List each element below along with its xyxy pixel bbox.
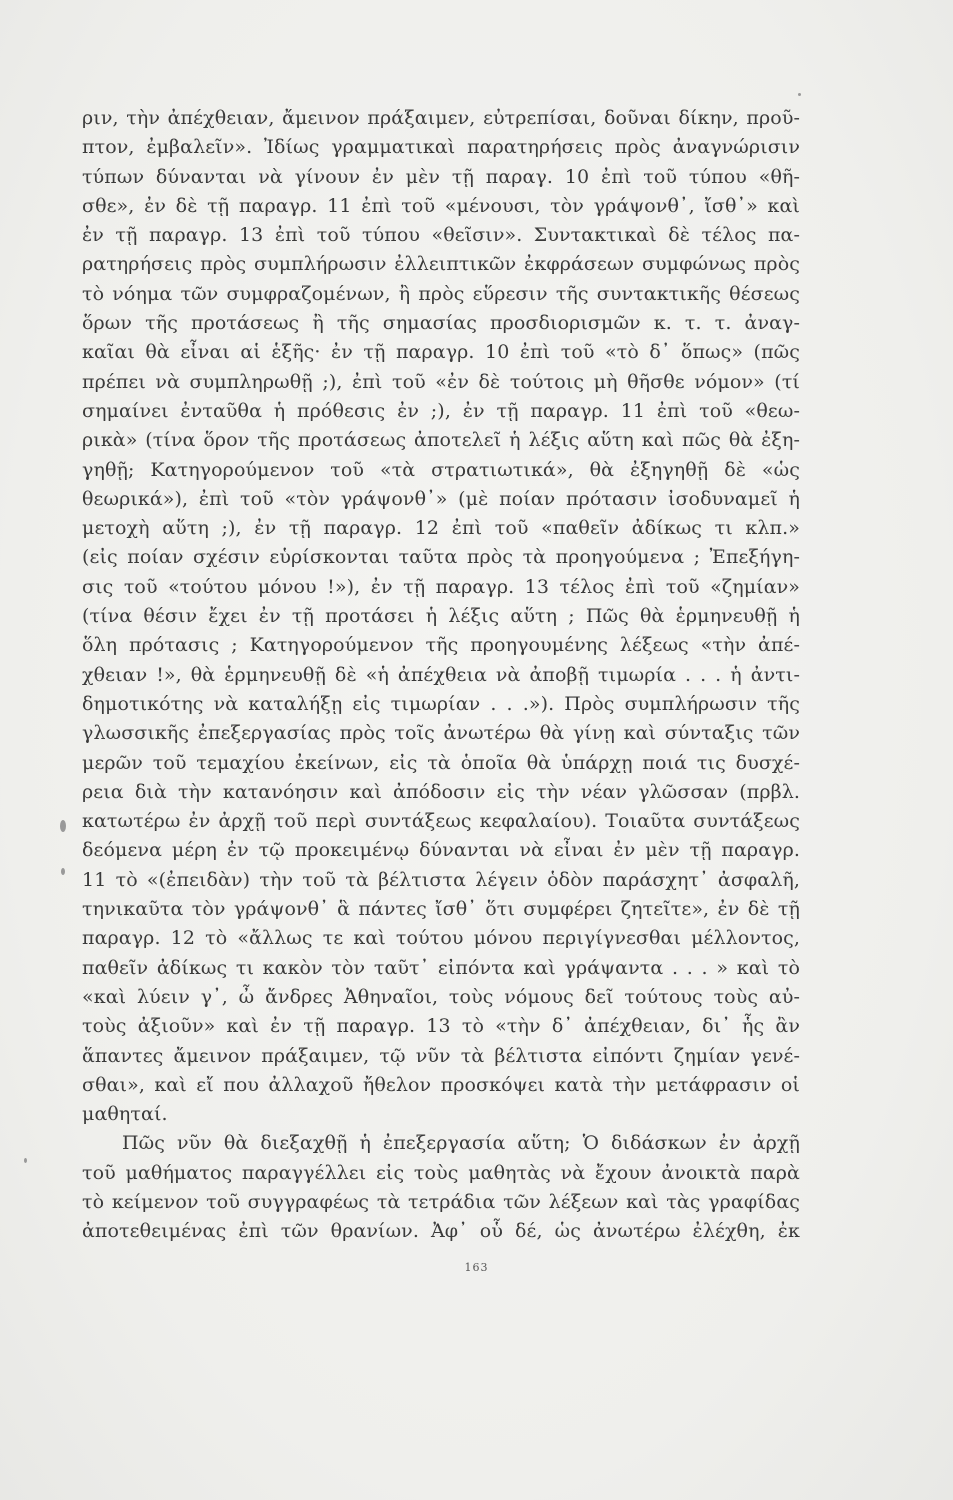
text-line: σις τοῦ «τούτου μόνου !»), ἐν τῇ παραγρ. 13 τέλος ἐπὶ τοῦ «ζημίαν»	[82, 575, 800, 598]
text-line: τηνικαῦτα τὸν γράψονθ᾽ ἃ πάντες ἴσθ᾽ ὅτι συμφέρει ζητεῖτε», ἐν δὲ τῇ	[82, 898, 800, 921]
text-line: γηθῇ; Κατηγορούμενον τοῦ «τὰ στρατιωτικά», θὰ ἐξηγηθῇ δὲ «ὡς	[82, 458, 800, 481]
text-line: χθειαν !», θὰ ἑρμηνευθῇ δὲ «ἡ ἀπέχθεια νὰ ἀποβῇ τιμωρία . . . ἡ ἀντι-	[82, 663, 800, 686]
scan-speck	[61, 868, 65, 875]
text-line: Πῶς νῦν θὰ διεξαχθῇ ἡ ἐπεξεργασία αὕτη; Ὁ διδάσκων ἐν ἀρχῇ	[122, 1132, 800, 1155]
text-line: σημαίνει ἐνταῦθα ἡ πρόθεσις ἐν ;), ἐν τῇ παραγρ. 11 ἐπὶ τοῦ «θεω-	[82, 399, 800, 422]
text-line: παραγρ. 12 τὸ «ἄλλως τε καὶ τούτου μόνου περιγίγνεσθαι μέλλοντος,	[82, 927, 800, 950]
text-line: ρικὰ» (τίνα ὅρον τῆς προτάσεως ἀποτελεῖ ἡ λέξις αὕτη καὶ πῶς θὰ ἐξη-	[82, 429, 800, 452]
text-line: τοῦ μαθήματος παραγγέλλει εἰς τοὺς μαθητὰς νὰ ἔχουν ἀνοικτὰ παρὰ	[82, 1161, 800, 1184]
text-line: τύπων δύνανται νὰ γίνουν ἐν μὲν τῇ παραγ. 10 ἐπὶ τοῦ τύπου «θῆ-	[82, 165, 800, 188]
text-line: μαθηταί.	[82, 1103, 168, 1126]
text-line: ἅπαντες ἄμεινον πράξαιμεν, τῷ νῦν τὰ βέλτιστα εἰπόντι ζημίαν γενέ-	[82, 1044, 800, 1067]
scan-speck	[24, 1158, 27, 1163]
text-line: κατωτέρω ἐν ἀρχῇ τοῦ περὶ συντάξεως κεφαλαίου). Τοιαῦτα συντάξεως	[82, 810, 800, 833]
text-line: πτον, ἐμβαλεῖν». Ἰδίως γραμματικαὶ παρατηρήσεις πρὸς ἀναγνώρισιν	[82, 136, 800, 159]
text-line: μετοχὴ αὕτη ;), ἐν τῇ παραγρ. 12 ἐπὶ τοῦ «παθεῖν ἀδίκως τι κλπ.»	[82, 517, 800, 540]
text-line: μερῶν τοῦ τεμαχίου ἐκείνων, εἰς τὰ ὁποῖα θὰ ὑπάρχῃ ποιά τις δυσχέ-	[82, 751, 800, 774]
text-line: δημοτικότης νὰ καταλήξῃ εἰς τιμωρίαν . . .»). Πρὸς συμπλήρωσιν τῆς	[82, 692, 800, 715]
text-line: ὅλη πρότασις ; Κατηγορούμενον τῆς προηγουμένης λέξεως «τὴν ἀπέ-	[82, 634, 800, 657]
scan-speck	[798, 93, 801, 96]
text-line: καῖαι θὰ εἶναι αἱ ἑξῆς· ἐν τῇ παραγρ. 10 ἐπὶ τοῦ «τὸ δ᾽ ὅπως» (πῶς	[82, 341, 800, 364]
text-line: ὅρων τῆς προτάσεως ἢ τῆς σημασίας προσδιορισμῶν κ. τ. τ. ἀναγ-	[82, 312, 800, 335]
text-line: θεωρικά»), ἐπὶ τοῦ «τὸν γράψονθ᾽» (μὲ ποίαν πρότασιν ἰσοδυναμεῖ ἡ	[82, 487, 800, 510]
text-line: δεόμενα μέρη ἐν τῷ προκειμένῳ δύνανται νὰ εἶναι ἐν μὲν τῇ παραγρ.	[82, 839, 800, 862]
text-line: ρατηρήσεις πρὸς συμπλήρωσιν ἐλλειπτικῶν ἐκφράσεων συμφώνως πρὸς	[82, 253, 800, 276]
text-line: (τίνα θέσιν ἔχει ἐν τῇ προτάσει ἡ λέξις αὕτη ; Πῶς θὰ ἑρμηνευθῇ ἡ	[82, 605, 800, 628]
text-line: τὸ κείμενον τοῦ συγγραφέως τὰ τετράδια τῶν λέξεων καὶ τὰς γραφίδας	[82, 1190, 800, 1213]
text-line: ἀποτεθειμένας ἐπὶ τῶν θρανίων. Ἀφ᾽ οὗ δέ, ὡς ἀνωτέρω ἐλέχθη, ἐκ	[82, 1220, 800, 1243]
text-line: τοὺς ἀξιοῦν» καὶ ἐν τῇ παραγρ. 13 τὸ «τὴν δ᾽ ἀπέχθειαν, δι᾽ ἧς ἂν	[82, 1015, 800, 1038]
scan-speck	[60, 820, 66, 832]
text-line: (εἰς ποίαν σχέσιν εὑρίσκονται ταῦτα πρὸς τὰ προηγούμενα ; Ἐπεξήγη-	[82, 546, 800, 569]
text-line: τὸ νόημα τῶν συμφραζομένων, ἢ πρὸς εὕρεσιν τῆς συντακτικῆς θέσεως	[82, 282, 800, 305]
page-number: 163	[464, 1260, 489, 1274]
text-line: σθαι», καὶ εἴ που ἀλλαχοῦ ἤθελον προσκόψει κατὰ τὴν μετάφρασιν οἱ	[82, 1073, 800, 1096]
text-line: «καὶ λύειν γ᾽, ὦ ἄνδρες Ἀθηναῖοι, τοὺς νόμους δεῖ τούτους τοὺς αὐ-	[82, 985, 800, 1008]
text-line: 11 τὸ «(ἐπειδὰν) τὴν τοῦ τὰ βέλτιστα λέγειν ὁδὸν παράσχητ᾽ ἀσφαλῆ,	[82, 868, 800, 891]
text-line: πρέπει νὰ συμπληρωθῇ ;), ἐπὶ τοῦ «ἐν δὲ τούτοις μὴ θῆσθε νόμον» (τί	[82, 370, 800, 393]
text-line: ἐν τῇ παραγρ. 13 ἐπὶ τοῦ τύπου «θεῖσιν». Συντακτικαὶ δὲ τέλος πα-	[82, 224, 800, 247]
body-text	[82, 104, 800, 1247]
text-line: σθε», ἐν δὲ τῇ παραγρ. 11 ἐπὶ τοῦ «μένουσι, τὸν γράψονθ᾽, ἴσθ᾽» καὶ	[82, 194, 800, 217]
text-line: ριν, τὴν ἀπέχθειαν, ἄμεινον πράξαιμεν, εὐτρεπίσαι, δοῦναι δίκην, προῦ-	[82, 107, 800, 129]
text-line: παθεῖν ἀδίκως τι κακὸν τὸν ταῦτ᾽ εἰπόντα καὶ γράψαντα . . . » καὶ τὸ	[82, 956, 800, 979]
text-line: γλωσσικῆς ἐπεξεργασίας πρὸς τοῖς ἀνωτέρω θὰ γίνῃ καὶ σύνταξις τῶν	[82, 722, 800, 745]
text-line: ρεια διὰ τὴν κατανόησιν καὶ ἀπόδοσιν εἰς τὴν νέαν γλῶσσαν (πρβλ.	[82, 780, 800, 803]
